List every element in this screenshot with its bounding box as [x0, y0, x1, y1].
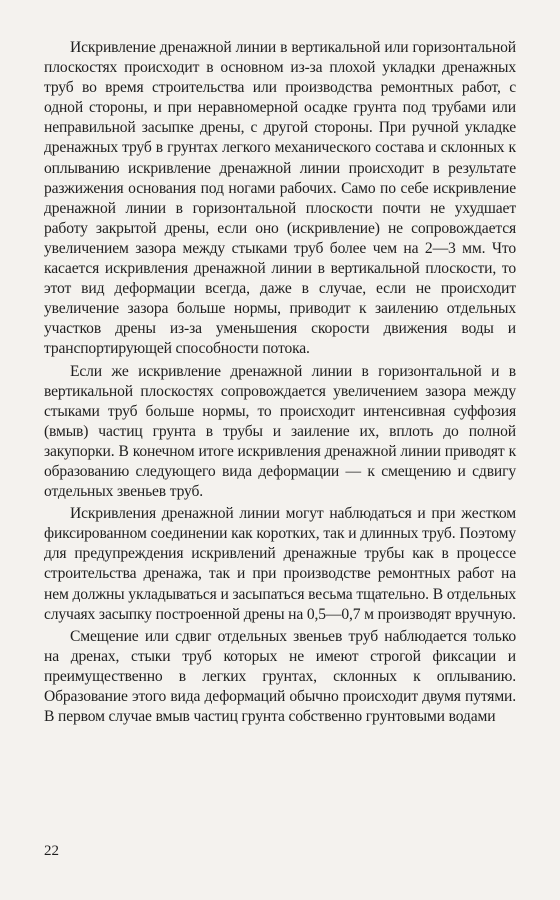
paragraph-1: Искривление дренажной линии в вертикальной или горизонтальной плоскостях происходит в основном из-за плохой укладки дренажных труб во время строительства или производства ремонтных работ, с одной стороны, и при неравномерной осадке грунта под трубами или неправильной засыпке дрены, с другой стороны. При ручной укладке дренажных труб в грунтах легкого механического состава и склонных к оплыванию искривление дренажной линии происходит в результате разжижения основания под ногами рабочих. Само по себе искривление дренажной линии в горизонтальной плоскости почти не ухудшает работу закрытой дрены, если оно (искривление) не сопровождается увеличением зазора между стыками труб более чем на 2—3 мм. Что касается искривления дренажной линии в вертикальной плоскости, то этот вид деформации всегда, даже в случае, если не происходит увеличение зазора больше нормы, приводит к заилению отдельных участков дрены из-за уменьшения скорости движения воды и транспортирующей способности потока.: [44, 39, 516, 358]
paragraph-2: Если же искривление дренажной линии в горизонтальной и в вертикальной плоскостях сопровождается увеличением зазора между стыками труб больше нормы, то происходит интенсивная суффозия (вмыв) частиц грунта в трубы и заиление их, вплоть до полной закупорки. В конечном итоге искривления дренажной линии приводят к образованию следующего вида деформации — к смещению и сдвигу отдельных звеньев труб.: [44, 362, 516, 501]
paragraph-3: Искривления дренажной линии могут наблюдаться и при жестком фиксированном соединении как коротких, так и длинных труб. Поэтому для предупреждения искривлений дренажные трубы как в процессе строительства дренажа, так и при производстве ремонтных работ на нем должны укладываться и засыпаться весьма тщательно. В отдельных случаях засыпку построенной дрены на 0,5—0,7 м производят вручную.: [44, 505, 516, 623]
paragraph-4: Смещение или сдвиг отдельных звеньев труб наблюдается только на дренах, стыки труб которых не имеют строгой фиксации и преимущественно в легких грунтах, склонных к оплыванию. Образование этого вида деформаций обычно происходит двумя путями. В первом случае вмыв частиц грунта собственно грунтовыми водами: [44, 627, 516, 726]
page-number: 22: [44, 843, 59, 859]
body-text: [44, 38, 516, 729]
